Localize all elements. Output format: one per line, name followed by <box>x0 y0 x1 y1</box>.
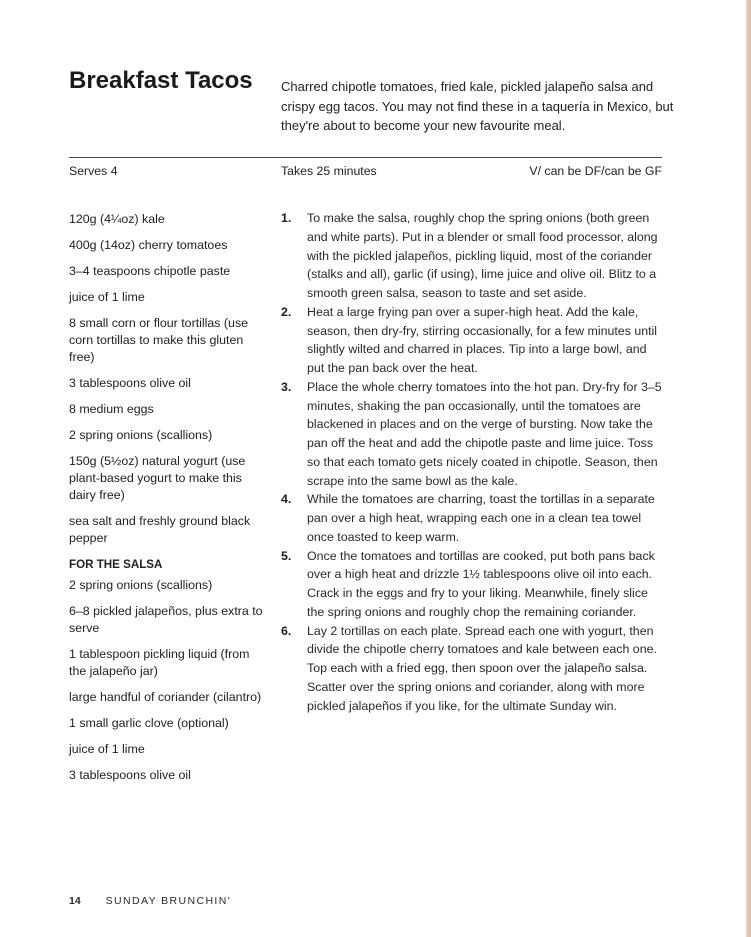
ingredient-item: 3–4 teaspoons chipotle paste <box>69 264 231 278</box>
method-step <box>281 303 663 378</box>
step-text: Once the tomatoes and tortillas are cooked, put both pans back over a high heat and drizzle 1½ tablespoons olive oil into each. Crack in the eggs and fry to your liking. Meanwhile, finely slice the spring onions and roughly chop the remaining coriander. <box>307 548 655 619</box>
page-footer <box>69 895 231 907</box>
step-text: Lay 2 tortillas on each plate. Spread each one with yogurt, then divide the chipotle cherry tomatoes and kale between each one. Top each with a fried egg, then spoon over the jalapeño salsa. Scatter over the spring onions and coriander, along with more pickled jalapeños if you like, for the ultimate Sunday win. <box>307 623 657 713</box>
ingredient-item: juice of 1 lime <box>69 290 145 304</box>
ingredient-item: 8 small corn or flour tortillas (use corn tortillas to make this gluten free) <box>69 316 249 364</box>
page-edge <box>746 0 751 937</box>
step-number: 4. <box>281 492 292 507</box>
salsa-ingredient-item: 2 spring onions (scallions) <box>69 578 213 592</box>
step-text: Place the whole cherry tomatoes into the hot pan. Dry-fry for 3–5 minutes, shaking the pan occasionally, until the tomatoes are blackened in places and on the verge of bursting. Now take the pan off the heat and add the chipotle paste and lime juice. Toss so that each tomato gets nicely coated in chipotle. Season, then scrape into the same bowl as the kale. <box>307 379 662 488</box>
method-steps <box>281 209 663 715</box>
salsa-ingredient-item: 1 tablespoon pickling liquid (from the jalapeño jar) <box>69 647 250 678</box>
salsa-ingredient-item: 6–8 pickled jalapeños, plus extra to serve <box>69 604 263 635</box>
ingredient-item: 3 tablespoons olive oil <box>69 376 191 390</box>
ingredient-item: 150g (5½oz) natural yogurt (use plant-based yogurt to make this dairy free) <box>69 454 246 502</box>
ingredient-item: 2 spring onions (scallions) <box>69 428 213 442</box>
step-number: 2. <box>281 304 292 319</box>
step-number: 6. <box>281 623 292 638</box>
salsa-heading: FOR THE SALSA <box>69 558 163 571</box>
salsa-ingredient-item: large handful of coriander (cilantro) <box>69 690 262 704</box>
step-number: 3. <box>281 379 292 394</box>
ingredient-item: 8 medium eggs <box>69 402 154 416</box>
serves-info: Serves 4 <box>69 164 118 178</box>
step-text: While the tomatoes are charring, toast the tortillas in a separate pan over a high heat, wrapping each one in a clean tea towel once toasted to keep warm. <box>307 492 655 544</box>
ingredient-item: 400g (14oz) cherry tomatoes <box>69 238 228 252</box>
step-text: To make the salsa, roughly chop the spring onions (both green and white parts). Put in a blender or small food processor, along with the pickled jalapeños, pickling liquid, most of the coriander (stalks and all), garlic (if using), lime juice and olive oil. Blitz to a smooth green salsa, season to taste and set aside. <box>307 211 658 300</box>
step-number: 1. <box>281 211 292 225</box>
ingredient-item: 120g (4¼oz) kale <box>69 212 165 226</box>
step-text: Heat a large frying pan over a super-high heat. Add the kale, season, then dry-fry, stirring occasionally, for a few minutes until slightly wilted and charred in places. Tip into a large bowl, and put the pan back over the heat. <box>307 304 658 375</box>
method-step <box>281 209 663 303</box>
salsa-ingredient-item: 3 tablespoons olive oil <box>69 768 191 782</box>
chapter-title: SUNDAY BRUNCHIN' <box>105 895 232 907</box>
header-divider <box>69 157 662 158</box>
ingredient-item: sea salt and freshly ground black pepper <box>69 514 251 545</box>
recipe-intro: Charred chipotle tomatoes, fried kale, pickled jalapeño salsa and crispy egg tacos. You may not find these in a taquería in Mexico, but they're about to become your new favourite meal. <box>281 79 674 133</box>
salsa-ingredient-item: 1 small garlic clove (optional) <box>69 716 229 730</box>
time-info: Takes 25 minutes <box>281 164 377 178</box>
salsa-ingredient-item: juice of 1 lime <box>69 742 145 756</box>
page-number: 14 <box>69 895 81 907</box>
ingredient-list <box>69 211 269 793</box>
recipe-title: Breakfast Tacos <box>69 67 253 94</box>
step-number: 5. <box>281 548 292 563</box>
method-step <box>281 622 663 716</box>
dietary-info: V/ can be DF/can be GF <box>529 164 662 178</box>
method-step <box>281 547 663 622</box>
method-step <box>281 490 663 546</box>
method-step <box>281 378 663 491</box>
